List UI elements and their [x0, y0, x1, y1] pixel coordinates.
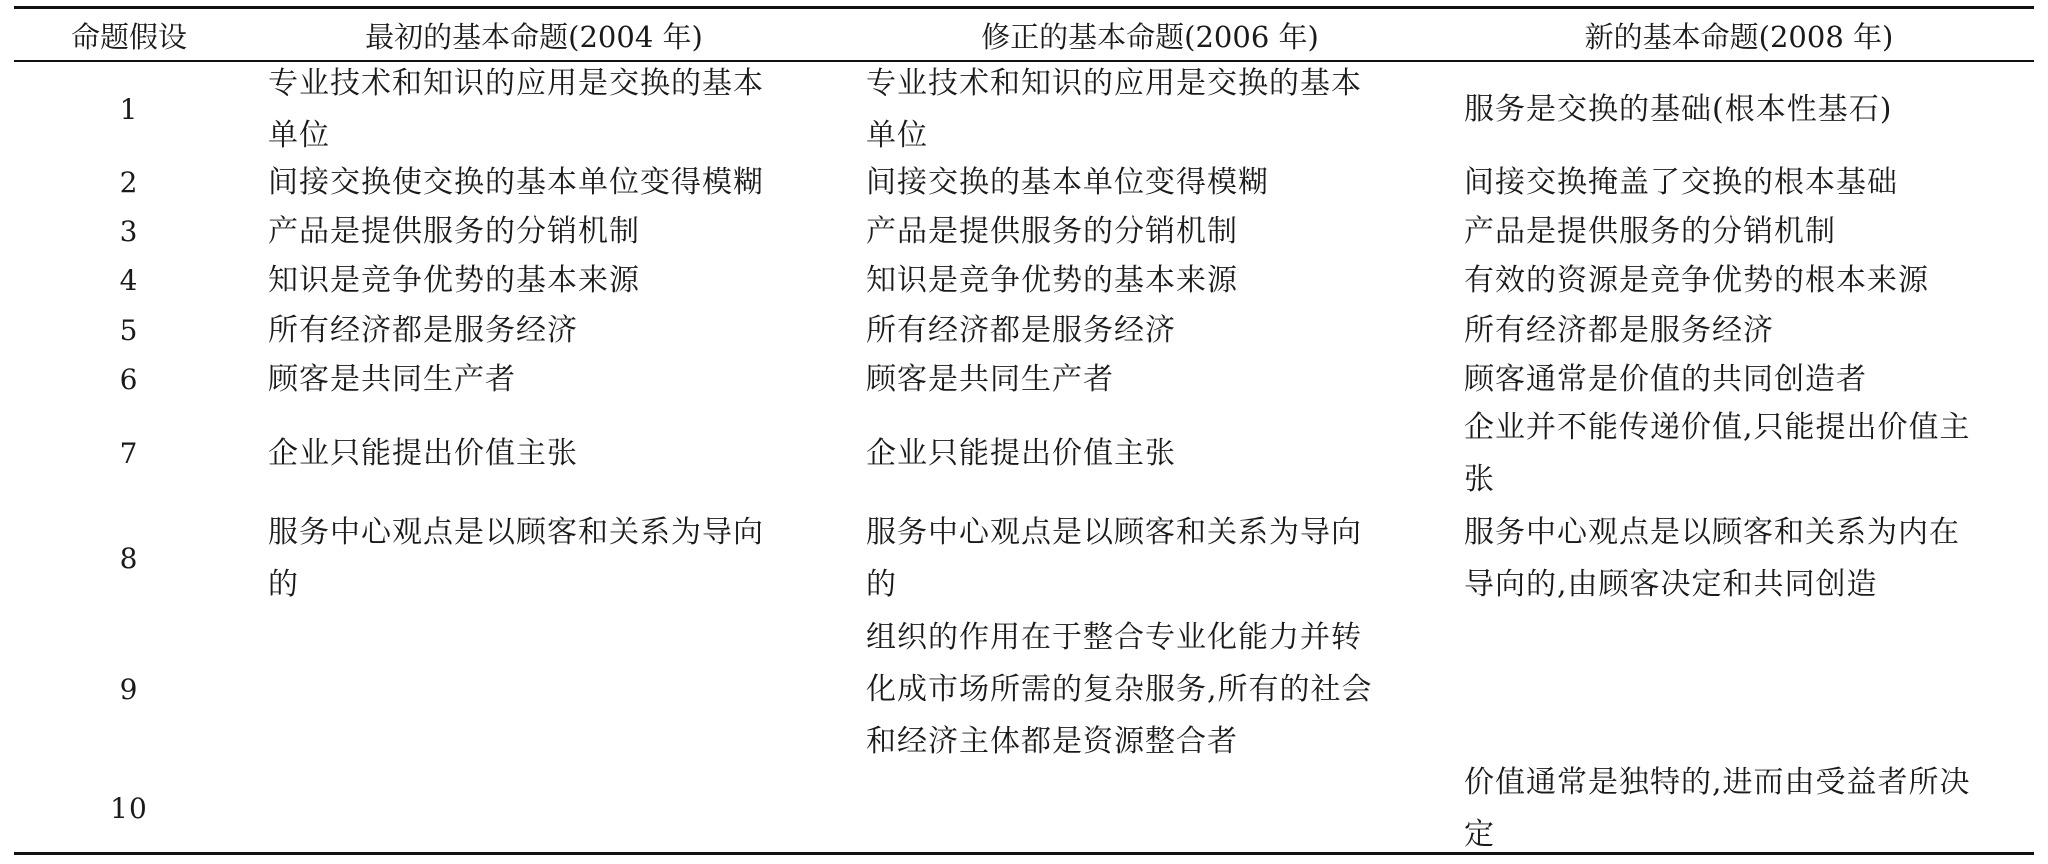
- cell-2008: [1464, 404, 2034, 504]
- cell-line: 导向的,由顾客决定和共同创造: [1464, 567, 1878, 602]
- propositions-table: [14, 0, 2034, 864]
- cell-line: 价值通常是独特的,进而由受益者所决: [1464, 765, 1971, 800]
- cell-line: 有效的资源是竞争优势的根本来源: [1464, 263, 1929, 298]
- cell-2008: [1464, 306, 2034, 356]
- cell-line: 间接交换的基本单位变得模糊: [866, 165, 1269, 200]
- cell-line: 所有经济都是服务经济: [268, 313, 578, 348]
- cell-2008: [1464, 256, 2034, 306]
- proposition-number: 7: [119, 437, 139, 470]
- header-2006: 修正的基本命题(2006 年): [981, 19, 1319, 54]
- proposition-number: 2: [119, 166, 139, 199]
- proposition-number: 10: [110, 792, 148, 825]
- proposition-number: 3: [119, 215, 139, 248]
- cell-line: 张: [1464, 462, 1495, 497]
- cell-2004: [268, 256, 838, 306]
- cell-line: 顾客是共同生产者: [268, 362, 516, 397]
- table-row: [14, 208, 2034, 256]
- proposition-number: 8: [119, 542, 139, 575]
- table-row: [14, 306, 2034, 356]
- cell-line: 服务是交换的基础(根本性基石): [1464, 92, 1893, 127]
- cell-line: 知识是竞争优势的基本来源: [866, 263, 1238, 298]
- cell-2006: [866, 158, 1446, 208]
- cell-2006: [866, 208, 1446, 256]
- table-row: [14, 404, 2034, 504]
- table-row: [14, 62, 2034, 158]
- cell-line: 服务中心观点是以顾客和关系为导向: [268, 515, 764, 550]
- cell-2008: [1464, 62, 2034, 158]
- cell-2006: [866, 356, 1446, 404]
- cell-2004: [268, 614, 838, 766]
- cell-line: 顾客通常是价值的共同创造者: [1464, 362, 1867, 397]
- cell-2004: [268, 306, 838, 356]
- cell-line: 的: [268, 567, 299, 602]
- table-row: [14, 614, 2034, 766]
- table-row: [14, 256, 2034, 306]
- cell-line: 的: [866, 567, 897, 602]
- header-2008: 新的基本命题(2008 年): [1584, 19, 1894, 54]
- cell-line: 单位: [268, 118, 330, 153]
- cell-line: 所有经济都是服务经济: [866, 313, 1176, 348]
- cell-line: 间接交换掩盖了交换的根本基础: [1464, 165, 1898, 200]
- cell-2008: [1464, 158, 2034, 208]
- cell-2008: [1464, 766, 2034, 852]
- cell-line: 和经济主体都是资源整合者: [866, 724, 1238, 759]
- cell-line: 定: [1464, 817, 1495, 852]
- cell-2006: [866, 766, 1446, 852]
- cell-2006: [866, 614, 1446, 766]
- header-2004: 最初的基本命题(2004 年): [365, 19, 703, 54]
- cell-2004: [268, 504, 838, 614]
- cell-line: 服务中心观点是以顾客和关系为导向: [866, 515, 1362, 550]
- cell-line: 组织的作用在于整合专业化能力并转: [866, 620, 1362, 655]
- cell-line: 企业并不能传递价值,只能提出价值主: [1464, 410, 1971, 445]
- cell-2004: [268, 62, 838, 158]
- cell-2004: [268, 208, 838, 256]
- cell-line: 企业只能提出价值主张: [268, 436, 578, 471]
- cell-2004: [268, 158, 838, 208]
- cell-line: 产品是提供服务的分销机制: [268, 214, 640, 249]
- cell-2006: [866, 404, 1446, 504]
- cell-line: 企业只能提出价值主张: [866, 436, 1176, 471]
- table-row: [14, 766, 2034, 852]
- cell-line: 所有经济都是服务经济: [1464, 313, 1774, 348]
- cell-2008: [1464, 208, 2034, 256]
- cell-line: 产品是提供服务的分销机制: [1464, 214, 1836, 249]
- cell-2006: [866, 504, 1446, 614]
- cell-2006: [866, 62, 1446, 158]
- table-top-rule: [14, 6, 2034, 9]
- cell-line: 间接交换使交换的基本单位变得模糊: [268, 165, 764, 200]
- cell-line: 服务中心观点是以顾客和关系为内在: [1464, 515, 1960, 550]
- cell-2006: [866, 256, 1446, 306]
- cell-line: 知识是竞争优势的基本来源: [268, 263, 640, 298]
- header-proposition: 命题假设: [70, 19, 187, 54]
- table-row: [14, 356, 2034, 404]
- cell-line: 单位: [866, 118, 928, 153]
- cell-2004: [268, 356, 838, 404]
- table-row: [14, 504, 2034, 614]
- proposition-number: 4: [119, 264, 139, 297]
- proposition-number: 1: [119, 93, 139, 126]
- cell-2006: [866, 306, 1446, 356]
- cell-line: 化成市场所需的复杂服务,所有的社会: [866, 672, 1373, 707]
- cell-2008: [1464, 614, 2034, 766]
- cell-line: 专业技术和知识的应用是交换的基本: [866, 66, 1362, 101]
- proposition-number: 6: [119, 363, 139, 396]
- cell-line: 专业技术和知识的应用是交换的基本: [268, 66, 764, 101]
- table-bottom-rule: [14, 852, 2034, 855]
- cell-2008: [1464, 356, 2034, 404]
- proposition-number: 9: [119, 673, 139, 706]
- cell-line: 产品是提供服务的分销机制: [866, 214, 1238, 249]
- proposition-number: 5: [119, 314, 139, 347]
- cell-2008: [1464, 504, 2034, 614]
- cell-2004: [268, 404, 838, 504]
- table-row: [14, 158, 2034, 208]
- cell-2004: [268, 766, 838, 852]
- cell-line: 顾客是共同生产者: [866, 362, 1114, 397]
